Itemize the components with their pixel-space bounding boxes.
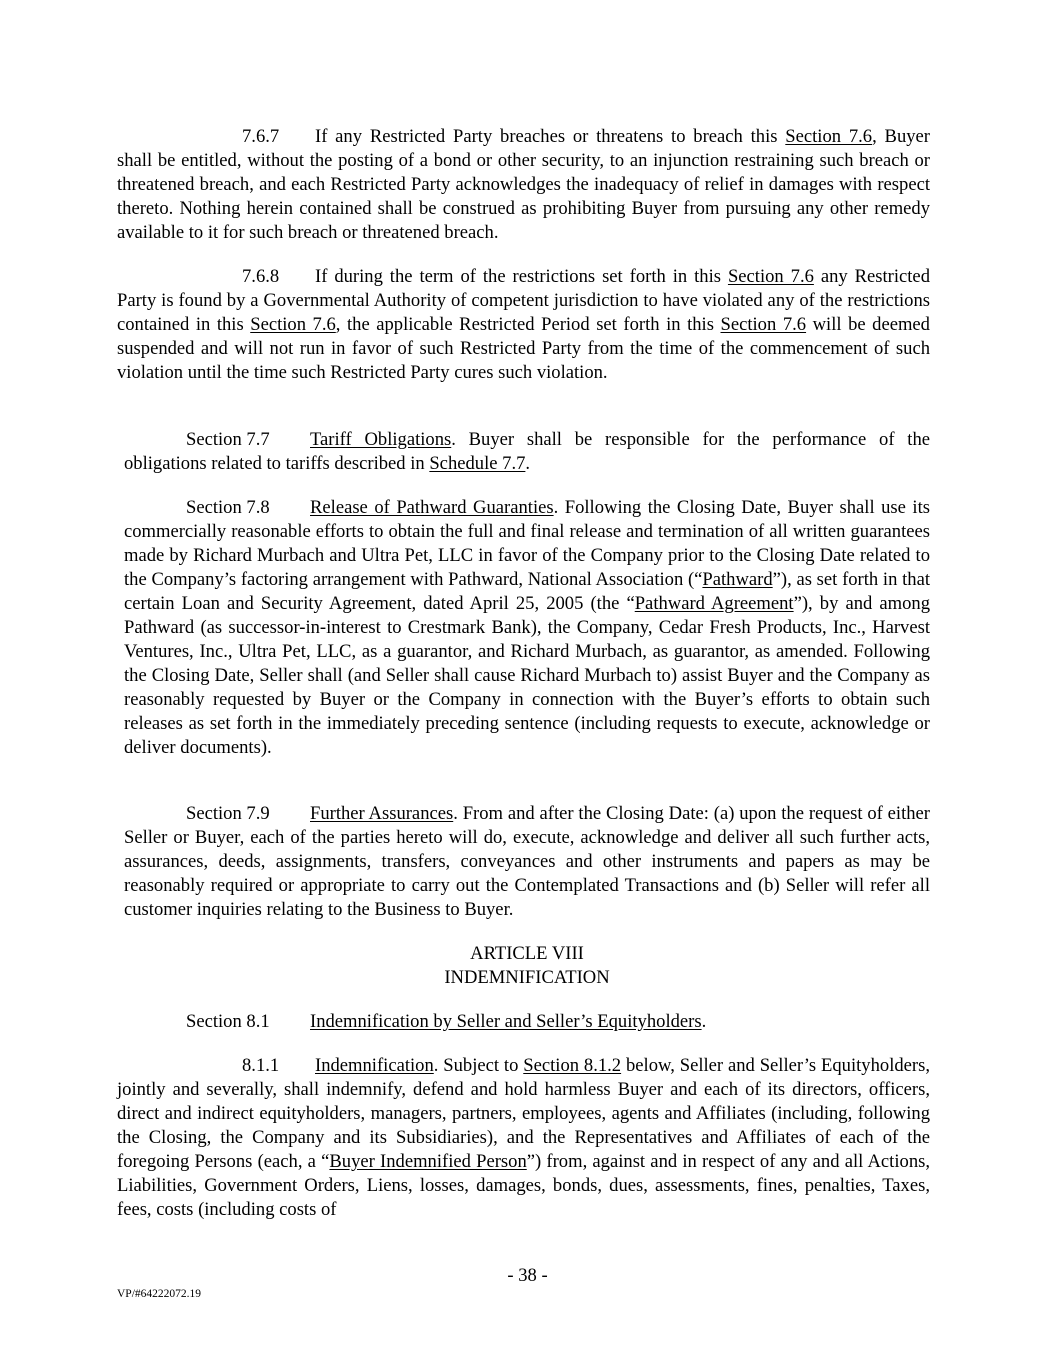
- body-text: ”), by and among Pathward (as successor-in-interest to Crestmark Bank), the Company, Cedar Fresh Products, Inc., Harvest Ventures, Inc., Ultra Pet, LLC, as a guarantor, and Richard Murbach, as guarantor, as amended. Following the Closing Date, Seller shall (and Seller shall cause Richard Murbach to) assist Buyer and the Company as reasonably requested by Buyer or the Company in connection with the Buyer’s efforts to obtain such releases as set forth in the immediately preceding sentence (including requests to execute, acknowledge or deliver documents).: [124, 593, 930, 758]
- body-text: .: [525, 453, 531, 474]
- cross-reference-link: Schedule 7.7: [429, 453, 526, 474]
- paragraph-8-1-1: [117, 1054, 930, 1222]
- section-7-8: [124, 496, 930, 760]
- body-text: . From and after the Closing Date: (a) upon the request of either Seller or Buyer, each of the parties hereto will do, execute, acknowledge and deliver all such further acts, assurances, deeds, assignments, transfers, conveyances and other instruments and papers as may be reasonably required or appropriate to carry out the Contemplated Transactions and (b) Seller will refer all customer inquiries relating to the Business to Buyer.: [124, 803, 930, 920]
- section-heading: Further Assurances: [310, 803, 454, 824]
- section-heading: Tariff Obligations: [310, 429, 452, 450]
- defined-term: Buyer Indemnified Person: [329, 1151, 527, 1172]
- body-text: . Subject to: [433, 1055, 524, 1076]
- cross-reference-link: Section 8.1.2: [523, 1055, 622, 1076]
- cross-reference-link: Section 7.6: [727, 266, 814, 287]
- section-7-9: [124, 802, 930, 922]
- section-number: Section 7.9: [186, 803, 270, 824]
- section-number: Section 8.1: [186, 1011, 270, 1032]
- section-heading: Indemnification: [315, 1055, 434, 1076]
- paragraph-7-6-8: [117, 265, 930, 385]
- defined-term: Pathward Agreement: [634, 593, 794, 614]
- subsection-number: 7.6.7: [242, 126, 280, 147]
- section-number: Section 7.8: [186, 497, 270, 518]
- document-id: VP/#64222072.19: [117, 1288, 202, 1300]
- body-text: will be deemed suspended and will not run in favor of such Restricted Party from the time of the commencement of such violation until the time such Restricted Party cures such violation.: [117, 314, 930, 383]
- body-text: . Following the Closing Date, Buyer shall use its commercially reasonable efforts to obtain the full and final release and termination of all written guarantees made by Richard Murbach and Ultra Pet, LLC in favor of the Company prior to the Closing Date related to the Company’s factoring arrangement with Pathward, National Association (“: [124, 497, 930, 590]
- section-heading: Indemnification by Seller and Seller’s Equityholders: [310, 1011, 702, 1032]
- body-text: If any Restricted Party breaches or threatens to breach this: [315, 126, 786, 147]
- body-text: , Buyer shall be entitled, without the posting of a bond or other security, to an injunction restraining such breach or threatened breach, and each Restricted Party acknowledges the inadequacy of relief in damages with respect thereto. Nothing herein contained shall be construed as prohibiting Buyer from pursuing any other remedy available to it for such breach or threatened breach.: [117, 126, 930, 243]
- cross-reference-link: Section 7.6: [250, 314, 336, 335]
- section-7-7: [124, 428, 930, 476]
- subsection-number: 8.1.1: [242, 1055, 280, 1076]
- body-text: any Restricted Party is found by a Governmental Authority of competent jurisdiction to have violated any of the restrictions contained in this: [117, 266, 930, 335]
- body-text: ”), as set forth in that certain Loan and Security Agreement, dated April 25, 2005 (the “: [124, 569, 931, 614]
- section-number: Section 7.7: [186, 429, 270, 450]
- paragraph-7-6-7: [117, 125, 930, 245]
- section-8-1: [124, 1010, 930, 1034]
- body-text: If during the term of the restrictions set forth in this: [315, 266, 728, 287]
- subsection-number: 7.6.8: [242, 266, 280, 287]
- section-heading: Release of Pathward Guaranties: [310, 497, 554, 518]
- page-number: - 38 -: [507, 1265, 548, 1286]
- body-text: below, Seller and Seller’s Equityholders, jointly and severally, shall indemnify, defend and hold harmless Buyer and each of its directors, officers, direct and indirect equityholders, managers, partners, employees, agents and Affiliates (including, following the Closing, the Company and its Subsidiaries), and the Representatives and Affiliates of each of the foregoing Persons (each, a “: [117, 1055, 930, 1172]
- defined-term: Pathward: [702, 569, 773, 590]
- cross-reference-link: Section 7.6: [785, 126, 873, 147]
- body-text: ”) from, against and in respect of any and all Actions, Liabilities, Government Orders, Liens, losses, damages, bonds, dues, assessments, fines, penalties, Taxes, fees, costs (including costs of: [117, 1151, 930, 1220]
- article-number: ARTICLE VIII: [470, 943, 584, 964]
- body-text: . Buyer shall be responsible for the performance of the obligations related to tariffs described in: [124, 429, 930, 474]
- body-text: .: [701, 1011, 707, 1032]
- body-text: , the applicable Restricted Period set forth in this: [335, 314, 721, 335]
- cross-reference-link: Section 7.6: [720, 314, 807, 335]
- article-title: INDEMNIFICATION: [444, 967, 610, 988]
